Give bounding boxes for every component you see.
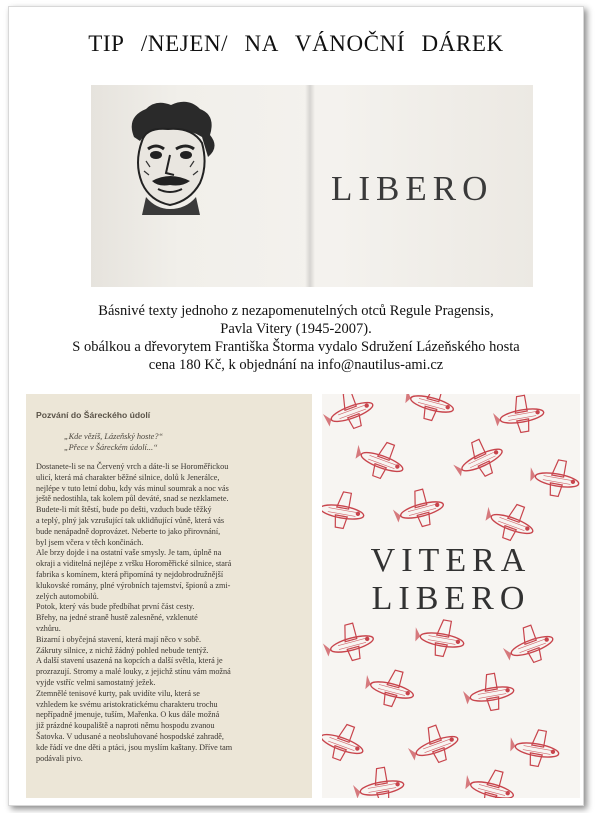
body-line: okraji a viditelná nejlépe z vršku Horoměřické silnice, stará [36,559,232,569]
plane-motif [404,720,463,771]
body-line: Zákruty silnice, z nichž žádný pohled nebude tentýž. [36,645,209,655]
motto-line: „Přece v Šáreckém údolí...“ [64,442,158,452]
plane-motif [448,433,509,487]
plane-motif [461,763,519,798]
book-title-text: LIBERO [331,169,494,208]
plane-motif [322,716,370,767]
page-title [9,31,583,57]
body-line: nepřípadně jmenuje, tuším, Mařenka. O kus dále možná [36,710,220,720]
plane-motif [480,496,539,547]
body-line: ještě nedostihla, tak kolem půl deváté, snad se nezklamete. [36,494,229,504]
title-word: NA [244,31,279,56]
body-line: Bizarní i obyčejná stavení, která mají něco v sobě. [36,634,202,644]
chapter-motto [64,432,163,453]
book-spread-photo [91,85,533,287]
plane-motif [507,725,562,769]
body-line: fabrika s komínem, která připomíná ty nejdobrodružnější [36,569,224,579]
body-line: Dostanete-li se na Červený vrch a dáte-li se Horoměřickou [36,462,229,471]
caption-line: S obálkou a dřevorytem Františka Štorma vydalo Sdružení Lázeňského hosta [72,339,520,355]
body-line: A další stavení usazená na kopcích a další světla, která je [36,656,223,666]
caption-line: Básnivé texty jednoho z nezapomenutelných otců Regule Pragensis, [98,303,494,319]
plane-motif [390,485,448,533]
plane-motif [322,487,367,531]
plane-motif [351,764,406,798]
title-word: VÁNOČNÍ [294,31,406,56]
body-line: Šatovka. V udusané a neobsluhované hospodské zahradě, [36,731,224,741]
motto-line: „Kde vězíš, Lázeňský hoste?“ [64,432,164,441]
plane-motif [350,434,409,485]
body-line: klukovské romány, plné výrobních tajemství, špionů a zmi- [36,580,231,590]
plane-motif [499,620,558,671]
body-line: kde řádí ve dne děti a ptáci, jsou myslím kaštany. Dříve tam [36,742,233,752]
cover-author: VITERA [370,542,532,579]
chapter-body [36,462,312,764]
body-line: prozrazují. Stromy a malé louky, z jejichž stínu vám možná [36,667,231,677]
body-line: nejlépe v tuto letní dobu, kdy vás minul soumrak a noc vás [36,483,229,493]
caption-line: Pavla Vitery (1945-2007). [220,321,372,337]
caption-block [9,302,583,374]
body-line: podávali pivo. [36,753,83,763]
cover-book-title: LIBERO [371,580,531,617]
body-line: ulicí, která má charakter běžné silnice, dolů k Jenerálce, [36,472,220,482]
body-line: a teplý, plný jak vzrušující tak uklidňující vůně, která vás [36,515,225,525]
body-line: vzhledem ke svému aristokratickému charakteru trochu [36,699,218,709]
plane-motif [361,663,419,711]
title-word: /NEJEN/ [140,31,229,56]
body-line: vyjde vstříc velmi samostatný ježek. [36,677,156,687]
title-word: DÁREK [421,31,504,56]
body-line: Ztemnělé tenisové kurty, pak uvidíte vilu, která se [36,688,200,698]
caption-line: cena 180 Kč, k objednání na info@nautilus-ami.cz [148,357,444,373]
plane-motif [322,394,378,437]
body-line: Budete-li mít štěstí, bude po dešti, vzduch bude těžký [36,505,212,515]
book-text-page-photo [26,394,312,798]
plane-motif [461,670,516,714]
plane-motif [322,619,377,667]
plane-motif [491,394,546,437]
body-line: již prázdné koupaliště a naproti němu hospodu zvanou [36,721,215,731]
woodcut-portrait-image [116,97,226,217]
body-line: byl jsem včera v těch končinách. [36,537,144,547]
body-line: Ale brzy dojde i na ostatní vaše smysly. Je tam, úplně na [36,548,222,558]
plane-motif [527,455,580,499]
body-line: Potok, který vás bude předbíhat první část cesty. [36,602,195,612]
plane-motif [412,615,467,659]
body-line: Břehy, na jedné straně hustě zalesněné, vzklenuté [36,613,198,623]
body-line: bude nenápadně doprovázet. Neberte to jako přirovnání, [36,526,221,536]
plane-motif [401,394,459,425]
book-cover-photo [322,394,580,798]
title-word: TIP [88,31,125,56]
book-fold [305,85,315,287]
body-line: vzhůru. [36,623,61,633]
chapter-heading: Pozvání do Šáreckého údolí [36,410,151,420]
body-line: zelých automobilů. [36,591,99,601]
page-sheet [8,6,584,806]
